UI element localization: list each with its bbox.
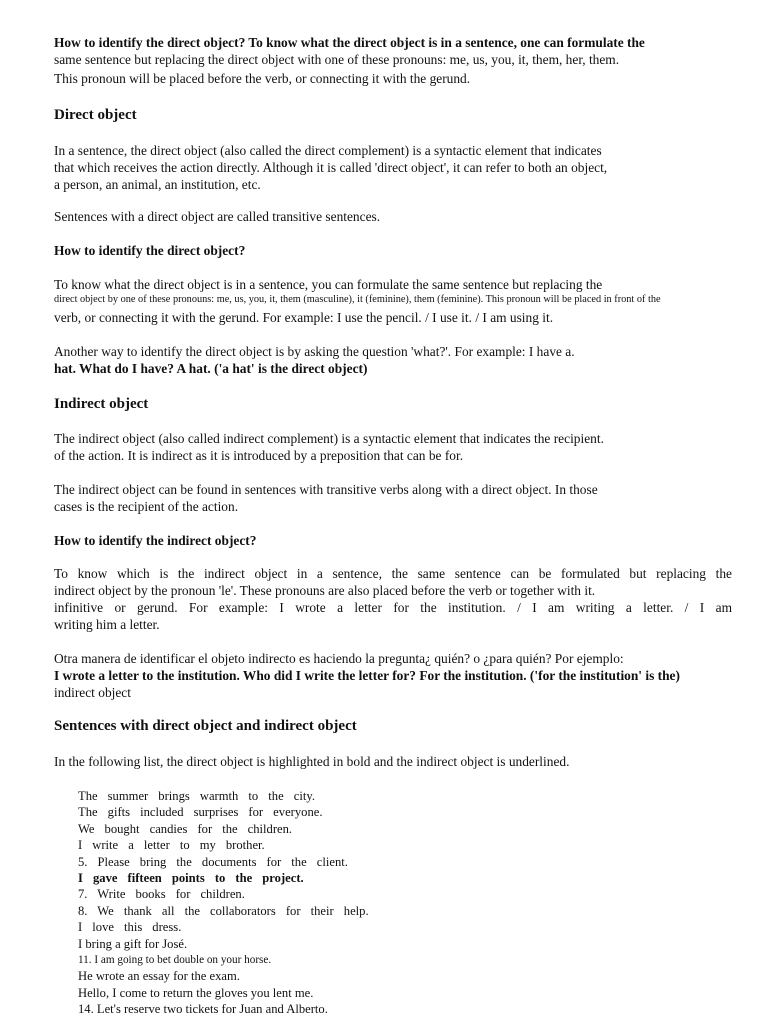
paragraph-line: The indirect object (also called indirect complement) is a syntactic element that indicates the recipient. (54, 431, 604, 446)
direct-object-paragraph-4 (54, 343, 575, 377)
paragraph-line: infinitive or gerund. For example: I wrote a letter for the institution. / I am writing a letter. / I am (54, 600, 732, 615)
paragraph-line: verb, or connecting it with the gerund. For example: I use the pencil. / I use it. / I am using it. (54, 310, 554, 325)
direct-object-paragraph-1 (54, 142, 607, 193)
paragraph-line: The indirect object can be found in sentences with transitive verbs along with a direct object. In those (54, 482, 598, 497)
list-item: I bring a gift for José. (78, 936, 188, 951)
list-item: 7. Write books for children. (78, 887, 245, 902)
list-item: The summer brings warmth to the city. (78, 789, 315, 803)
intro-line: How to identify the direct object? To know what the direct object is in a sentence, one can formulate the (54, 35, 645, 50)
paragraph-line: of the action. It is indirect as it is introduced by a preposition that can be for. (54, 448, 464, 463)
list-item: I write a letter to my brother. (78, 838, 265, 853)
list-intro: In the following list, the direct object is highlighted in bold and the indirect object is underlined. (54, 754, 570, 769)
paragraph-line: In a sentence, the direct object (also called the direct complement) is a syntactic element that indicates (54, 143, 602, 158)
list-item: The gifts included surprises for everyone. (78, 805, 323, 820)
list-item: 8. We thank all the collaborators for their help. (78, 903, 369, 918)
direct-object-paragraph-2: Sentences with a direct object are called transitive sentences. (54, 209, 381, 224)
paragraph-line: Otra manera de identificar el objeto indirecto es haciendo la pregunta¿ quién? o ¿para quién? Por ejemplo: (54, 651, 624, 666)
paragraph-line: indirect object (54, 685, 131, 700)
list-item: 5. Please bring the documents for the client. (78, 854, 348, 869)
intro-paragraph (54, 34, 645, 87)
paragraph-line: To know what the direct object is in a sentence, you can formulate the same sentence but replacing the (54, 277, 603, 292)
indirect-object-paragraph-3 (54, 565, 732, 633)
list-item: I love this dress. (78, 920, 182, 935)
indirect-object-paragraph-1 (54, 430, 604, 464)
intro-line: same sentence but replacing the direct object with one of these pronouns: me, us, you, it, them, her, them. (54, 52, 620, 67)
example-sentences-list (78, 788, 369, 1017)
paragraph-line: Another way to identify the direct object is by asking the question 'what?'. For example: I have a. (54, 344, 575, 359)
heading-indirect-object: Indirect object (54, 396, 149, 412)
paragraph-line: indirect object by the pronoun 'le'. These pronouns are also placed before the verb or together with it. (54, 583, 596, 598)
paragraph-line: I wrote a letter to the institution. Who did I write the letter for? For the institution. ('for the institution' is the) (54, 668, 680, 683)
paragraph-line: cases is the recipient of the action. (54, 499, 239, 514)
paragraph-line: a person, an animal, an institution, etc. (54, 177, 261, 192)
paragraph-line: To know which is the indirect object in a sentence, the same sentence can be formulated but replacing the (54, 566, 732, 581)
subheading-identify-direct-object: How to identify the direct object? (54, 243, 246, 258)
heading-sentences-both-objects: Sentences with direct object and indirect object (54, 718, 357, 734)
heading-direct-object: Direct object (54, 107, 137, 123)
indirect-object-paragraph-2 (54, 481, 598, 515)
intro-line: This pronoun will be placed before the verb, or connecting it with the gerund. (54, 71, 471, 86)
list-item: I gave fifteen points to the project. (78, 870, 304, 885)
paragraph-line: hat. What do I have? A hat. ('a hat' is the direct object) (54, 361, 368, 376)
list-item: He wrote an essay for the exam. (78, 969, 240, 984)
paragraph-line: that which receives the action directly. Although it is called 'direct object', it can refer to both an object, (54, 160, 608, 175)
list-item: Hello, I come to return the gloves you lent me. (78, 985, 314, 1000)
list-item: We bought candies for the children. (78, 821, 293, 836)
subheading-identify-indirect-object: How to identify the indirect object? (54, 533, 257, 548)
paragraph-line: writing him a letter. (54, 617, 160, 632)
list-item: 11. I am going to bet double on your horse. (78, 953, 272, 966)
direct-object-paragraph-3 (54, 276, 661, 326)
list-item: 14. Let's reserve two tickets for Juan and Alberto. (78, 1002, 328, 1017)
paragraph-line: direct object by one of these pronouns: me, us, you, it, them (masculine), it (feminine), them (feminine). This pronoun will be placed in front of the (54, 294, 661, 305)
indirect-object-paragraph-4 (54, 650, 680, 701)
